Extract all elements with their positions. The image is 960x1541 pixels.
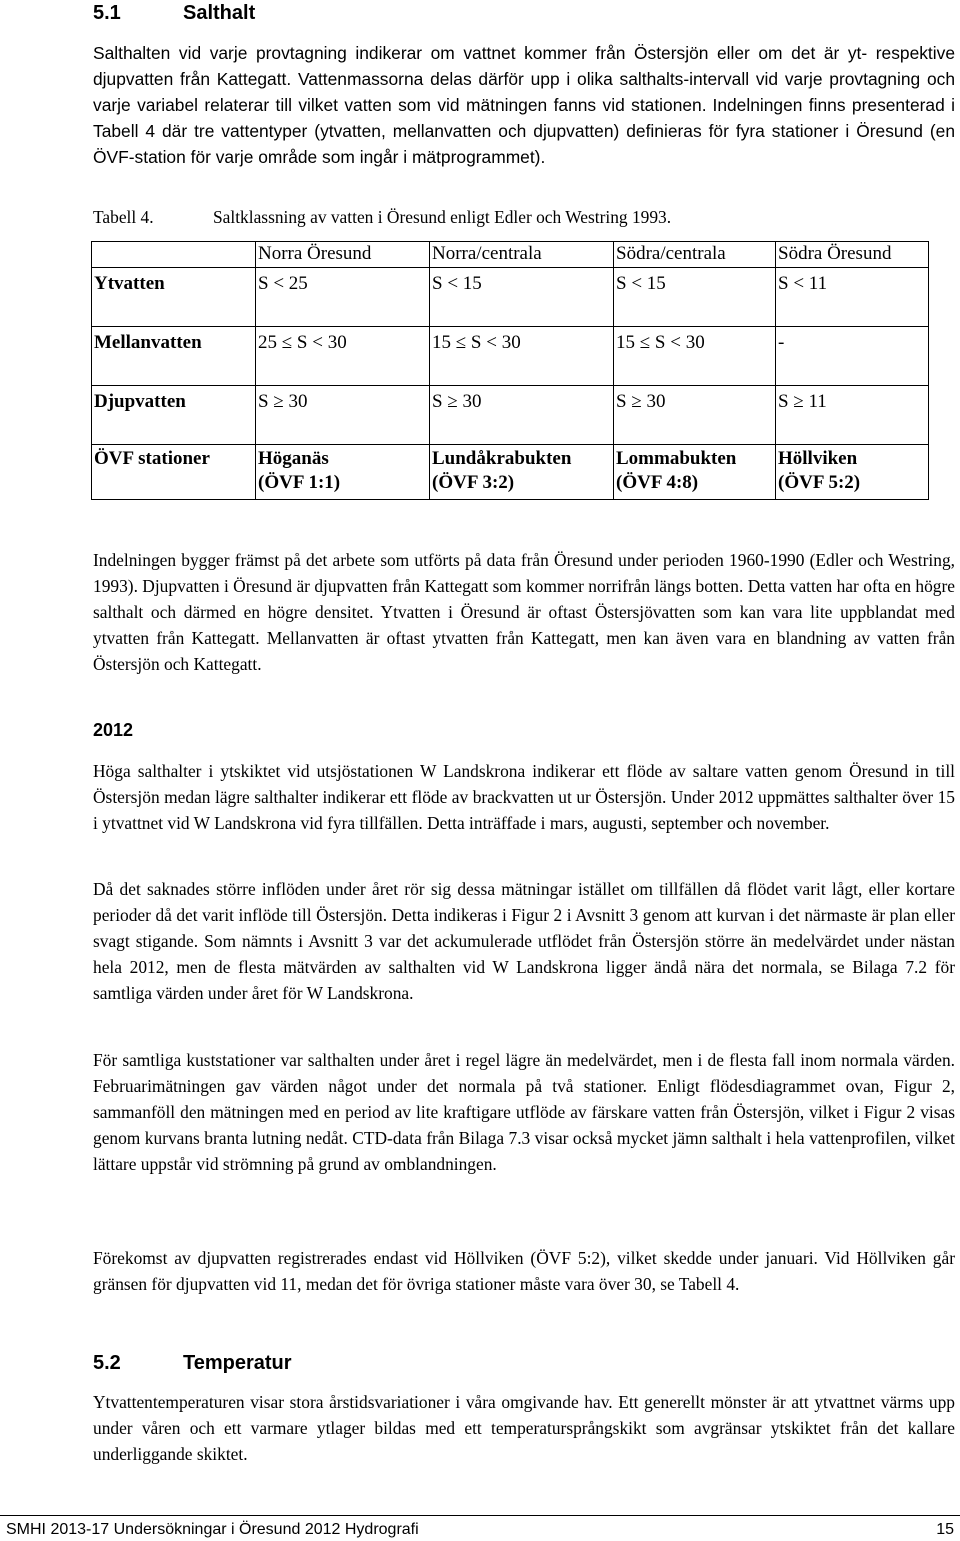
station-name: Höganäs [258, 448, 329, 469]
row-label: Ytvatten [92, 268, 256, 327]
table-cell: 15 ≤ S < 30 [430, 327, 614, 386]
table-caption-text: Saltklassning av vatten i Öresund enligt Edler och Westring 1993. [213, 207, 672, 227]
page-number: 15 [936, 1521, 954, 1538]
section-title: Temperatur [183, 1352, 292, 1374]
table-cell: S ≥ 30 [430, 386, 614, 445]
table-cell: S ≥ 30 [256, 386, 430, 445]
row-label: Mellanvatten [92, 327, 256, 386]
paragraph-2012-4: Förekomst av djupvatten registrerades endast vid Höllviken (ÖVF 5:2), vilket skedde under januari. Vid Höllviken går gränsen för djupvatten vid 11, medan det för övriga stationer måste vara över 30, se Tabell 4. [93, 1248, 955, 1294]
table-header-cell: Södra/centrala [614, 242, 776, 268]
table-cell: S < 25 [256, 268, 430, 327]
section-number: 5.1 [93, 2, 121, 24]
paragraph-2012-3: För samtliga kuststationer var salthalten under året i regel lägre än medelvärdet, men i de flesta fall inom normala värden. Februarimätningen gav värden något under det normala på två stationer. Enligt flödesdiagrammet ovan, Figur 2, sammanföll den mätningen med en period av lite kraftigare utflöde av färskare vatten från Östersjön, vilket i Figur 2 visas genom kurvans branta lutning nedåt. CTD-data från Bilaga 7.3 visar också mycket jämn salthalt i hela vattenprofilen, vilket lättare uppstår vid strömning på grund av omblandningen. [93, 1050, 955, 1174]
table-cell: 15 ≤ S < 30 [614, 327, 776, 386]
table-header-cell: Södra Öresund [776, 242, 929, 268]
station-cell [256, 445, 430, 500]
table-caption-label: Tabell 4. [93, 207, 154, 227]
footer-divider [0, 1515, 960, 1516]
station-cell [614, 445, 776, 500]
intro-text-continued: Indelningen finns presenterad i Tabell 4 där tre vattentyper (ytvatten, mellanvatten och djupvatten) definieras för fyra stationer i Öresund (en ÖVF-station för varje område som ingår i mätprogrammet). [93, 95, 956, 167]
table-header-cell: Norra Öresund [256, 242, 430, 268]
station-name: Lundåkrabukten [432, 448, 572, 469]
station-code: (ÖVF 5:2) [778, 472, 861, 493]
station-cell [430, 445, 614, 500]
paragraph-2012-1: Höga salthalter i ytskiktet vid utsjöstationen W Landskrona indikerar ett flöde av saltare vatten genom Öresund in till Östersjön medan lägre salthalter indikerar ett flöde av brackvatten ut ur Östersjön. Under 2012 uppmättes salthalter över 15 i ytvattnet vid W Landskrona vid fyra tillfällen. Detta inträffade i mars, augusti, september och november. [93, 761, 955, 833]
intro-paragraph [93, 40, 955, 170]
table-cell: - [776, 327, 929, 386]
section-title: Salthalt [183, 2, 256, 24]
table-cell: S < 15 [614, 268, 776, 327]
paragraph-temperatur: Ytvattentemperaturen visar stora årstidsvariationer i våra omgivande hav. Ett generellt mönster är att ytvattnet värms upp under våren och ett varmare ytlager bildas med ett temperatursprångskikt som avgränsar ytskiktet från det kallare underliggande skiktet. [93, 1392, 955, 1464]
station-name: Höllviken [778, 448, 858, 469]
table-header-cell [92, 242, 256, 268]
station-name: Lommabukten [616, 448, 737, 469]
table-header-cell: Norra/centrala [430, 242, 614, 268]
paragraph-2012-2: Då det saknades större inflöden under året rör sig dessa mätningar istället om tillfällen då flödet varit lågt, eller kortare perioder då det varit inflöde till Östersjön. Detta indikeras i Figur 2 i Avsnitt 3 genom att kurvan i det närmaste är plan eller svagt stigande. Som nämnts i Avsnitt 3 var det ackumulerade utflödet från Östersjön större än medelvärdet under nästan hela 2012, men de flesta mätvärden av salthalten vid W Landskrona ligger ändå nära det normala, se Bilaga 7.2 för samtliga värden under året för W Landskrona. [93, 879, 955, 1003]
row-label: ÖVF stationer [92, 445, 256, 500]
paragraph-indelning: Indelningen bygger främst på det arbete som utförts på data från Öresund under perioden 1960-1990 (Edler och Westring, 1993). Djupvatten i Öresund är djupvatten från Kattegatt som kommer norrifrån längs botten. Detta vatten har ofta en högre salthalt och därmed en högre densitet. Ytvatten i Öresund är oftast Östersjövatten som kan vara lite uppblandat med ytvatten från Kattegatt. Mellanvatten är oftast ytvatten från Kattegatt, men kan även vara en blandning av vatten från Östersjön och Kattegatt. [93, 550, 955, 674]
table-cell: S < 11 [776, 268, 929, 327]
table-cell: S < 15 [430, 268, 614, 327]
subheading-2012: 2012 [93, 720, 134, 740]
section-number: 5.2 [93, 1352, 121, 1374]
footer-title: SMHI 2013-17 Undersökningar i Öresund 2012 Hydrografi [6, 1521, 419, 1538]
table-row [92, 327, 929, 386]
table-cell: S ≥ 11 [776, 386, 929, 445]
table-cell: S ≥ 30 [614, 386, 776, 445]
table-row [92, 268, 929, 327]
intro-text-sans: Salthalten vid varje provtagning indikerar om vattnet kommer från Östersjön eller om det är yt- respektive djupvatten från Kattegatt. Vattenmassorna delas därför upp i olika salthalts-intervall vid varje provtagning och varje variabel relaterar till vilket vatten som vid mätningen fanns vid stationen. [93, 43, 955, 115]
table-row [92, 386, 929, 445]
station-code: (ÖVF 1:1) [258, 472, 341, 493]
table-row-stations [92, 445, 929, 500]
station-code: (ÖVF 3:2) [432, 472, 515, 493]
station-cell [776, 445, 929, 500]
table-cell: 25 ≤ S < 30 [256, 327, 430, 386]
salinity-table [91, 241, 929, 500]
row-label: Djupvatten [92, 386, 256, 445]
table-header-row [92, 242, 929, 268]
station-code: (ÖVF 4:8) [616, 472, 699, 493]
